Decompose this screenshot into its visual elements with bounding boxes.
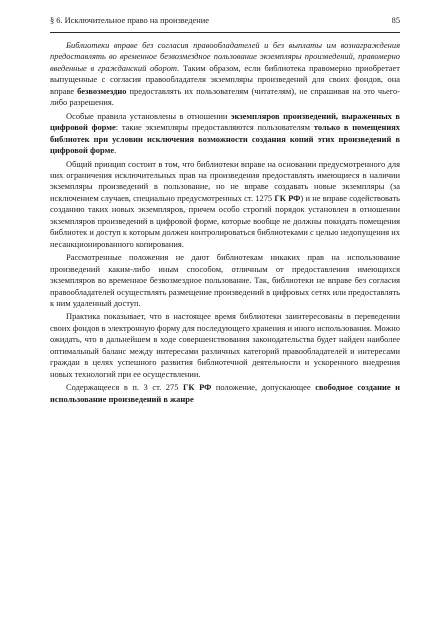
italic-text: Библиотеки вправе без согласия правообладателей и без выплаты им вознаграждения предоставлять во временное безвозмездное пользование экземпляры произведений, правомерно введенные в гражданский оборот.: [50, 40, 400, 73]
text-run: Таким образом, если библиотека правомерно приобретает выпущенные с согласия правообладателя экземпляры произведений для своих фондов, она вправе: [50, 62, 400, 96]
section-title: § 6. Исключительное право на произведение: [50, 16, 209, 25]
bold-text: экземпляров произведений, выраженных в цифровой форме: [50, 110, 400, 133]
document-body: [50, 40, 400, 405]
header-rule: [50, 32, 400, 33]
page-number: 85: [391, 16, 400, 25]
bold-text: свободное создание и использование произведений в жанре: [50, 382, 400, 404]
bold-text: ГК РФ: [183, 382, 212, 393]
paragraph: [50, 159, 400, 251]
running-header: [50, 16, 400, 30]
text-run: .: [114, 145, 117, 156]
text-run: : такие экземпляры предоставляются пользователям: [115, 122, 314, 133]
text-run: Особые правила установлены в отношении: [66, 110, 231, 121]
text-run: предоставлять их пользователям (читателям), не спрашивая на это чьего-либо разрешения.: [50, 85, 400, 108]
text-run: Общий принцип состоит в том, что библиотеки вправе на основании предусмотренного для них ограничения исключительных прав на произведения предоставлять имеющиеся в наличии экземпляры произведений в пользование, но не вправе создавать новые экземпляры (за исключением случаев, специально предусмотренных ст. 1275: [50, 158, 400, 203]
paragraph: [50, 252, 400, 309]
text-run: Содержащееся в п. 3 ст. 275: [66, 382, 184, 393]
bold-text: безвозмездно: [77, 85, 127, 96]
paragraph: [50, 382, 400, 405]
text-run: Практика показывает, что в настоящее время библиотеки заинтересованы в переведении своих фондов в электронную форму для последующего хранения и иного использования. Можно ожидать, что в дальнейшем в ходе совершенствования законодательства будет найден наиболее оптимальный баланс между интересами различных категорий правообладателей и интересами граждан в целях успешного развития библиотечной деятельности и ускоренного внедрения новых технологий при ее осуществлении.: [50, 311, 401, 379]
text-run: Рассмотренные положения не дают библиотекам никаких прав на использование произведений каким-либо иным способом, отличным от предоставления имеющихся экземпляров во временное безвозмездное пользование. Так, библиотеки не вправе без согласия правообладателей осуществлять размещение произведений в цифровых сетях или предоставлять к ним удаленный доступ.: [50, 252, 400, 308]
text-run: ) и не вправе содействовать созданию таких новых экземпляров, причем особо строгий порядок установлен в отношении экземпляров произведений в цифровой форме, которые вообще не должны покидать помещения библиотек и доступ к которым должен контролироваться библиотеками с целью недопущения их несанкционированного копирования.: [50, 192, 400, 249]
text-run: положение, допускающее: [211, 382, 316, 393]
bold-text: ГК РФ: [274, 192, 301, 203]
paragraph: [50, 111, 400, 157]
bold-text: только в помещениях библиотек при условии исключения возможности создания копий этих произведений в цифровой форме: [50, 122, 400, 156]
paragraph: [50, 40, 400, 109]
paragraph: [50, 311, 400, 380]
